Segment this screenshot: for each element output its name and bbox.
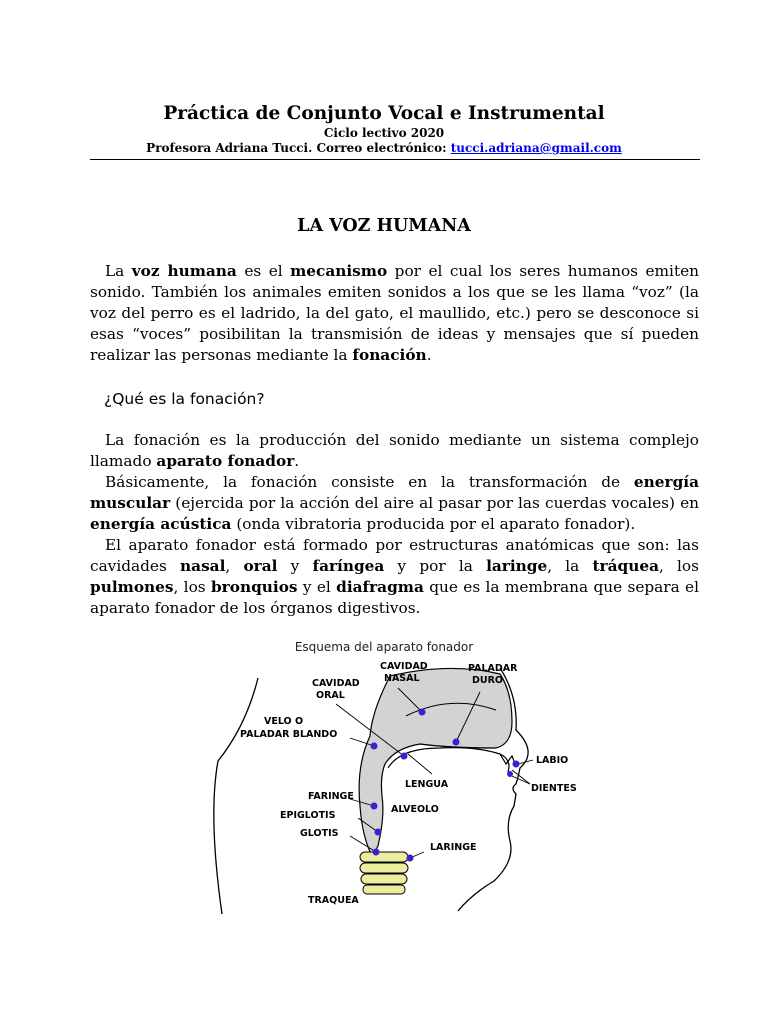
- label-cavidad-nasal-2: NASAL: [384, 673, 420, 684]
- teacher-text: Profesora Adriana Tucci. Correo electrónico:: [146, 141, 447, 155]
- document-title: Práctica de Conjunto Vocal e Instrumental: [163, 103, 605, 124]
- vocal-apparatus-diagram: [200, 656, 577, 916]
- label-dientes: DIENTES: [531, 783, 577, 794]
- teacher-line: [0, 141, 768, 156]
- tongue-outline: [388, 748, 509, 772]
- label-traquea: TRAQUEA: [308, 895, 359, 906]
- label-velo-2: PALADAR BLANDO: [240, 729, 338, 740]
- section-heading: ¿Qué es la fonación?: [104, 390, 265, 408]
- paragraph-1: La fonación es la producción del sonido mediante un sistema complejo llamado aparato fonador.: [90, 431, 699, 470]
- figure-caption: Esquema del aparato fonador: [294, 640, 474, 654]
- label-epiglotis: EPIGLOTIS: [280, 810, 336, 821]
- label-paladar-duro-2: DURO: [472, 675, 503, 686]
- label-alveolo: ALVEOLO: [391, 804, 439, 815]
- label-glotis: GLOTIS: [300, 828, 339, 839]
- label-paladar-duro: PALADAR: [468, 663, 518, 674]
- label-faringe: FARINGE: [308, 791, 354, 802]
- paragraph-3: El aparato fonador está formado por estructuras anatómicas que son: las cavidades nasal, oral y faríngea y por la laringe, la tráquea, los pulmones, los bronquios y el diafragma que es la membrana que separa el aparato fonador de los órganos digestivos.: [90, 536, 700, 617]
- head-outline: [214, 678, 258, 914]
- paragraph-2: Básicamente, la fonación consiste en la transformación de energía muscular (ejercida por la acción del aire al pasar por las cuerdas vocales) en energía acústica (onda vibratoria producida por el aparato fonador).: [90, 473, 699, 533]
- header-divider: [90, 159, 700, 160]
- label-lengua: LENGUA: [405, 779, 449, 790]
- label-labio: LABIO: [536, 755, 569, 766]
- label-velo: VELO O: [264, 716, 304, 727]
- cycle-line: Ciclo lectivo 2020: [323, 126, 445, 140]
- intro-paragraph: La voz humana es el mecanismo por el cual los seres humanos emiten sonido. También los animales emiten sonidos a los que se les llama “voz” (la voz del perro es el ladrido, la del gato, el maullido, etc.) pero se desconoce si esas “voces” posibilitan la transmisión de ideas y mensajes que sí pueden realizar las personas mediante la fonación.: [90, 262, 699, 364]
- email-link[interactable]: tucci.adriana@gmail.com: [450, 141, 622, 155]
- main-title: LA VOZ HUMANA: [297, 216, 471, 236]
- vocal-tract: [359, 668, 512, 856]
- label-cavidad-oral-2: ORAL: [316, 690, 345, 701]
- document-header: [0, 102, 768, 156]
- fonacion-section: [90, 430, 699, 619]
- label-cavidad-oral: CAVIDAD: [312, 678, 360, 689]
- label-laringe: LARINGE: [430, 842, 477, 853]
- label-cavidad-nasal: CAVIDAD: [380, 661, 428, 672]
- larynx-rings: [360, 852, 408, 894]
